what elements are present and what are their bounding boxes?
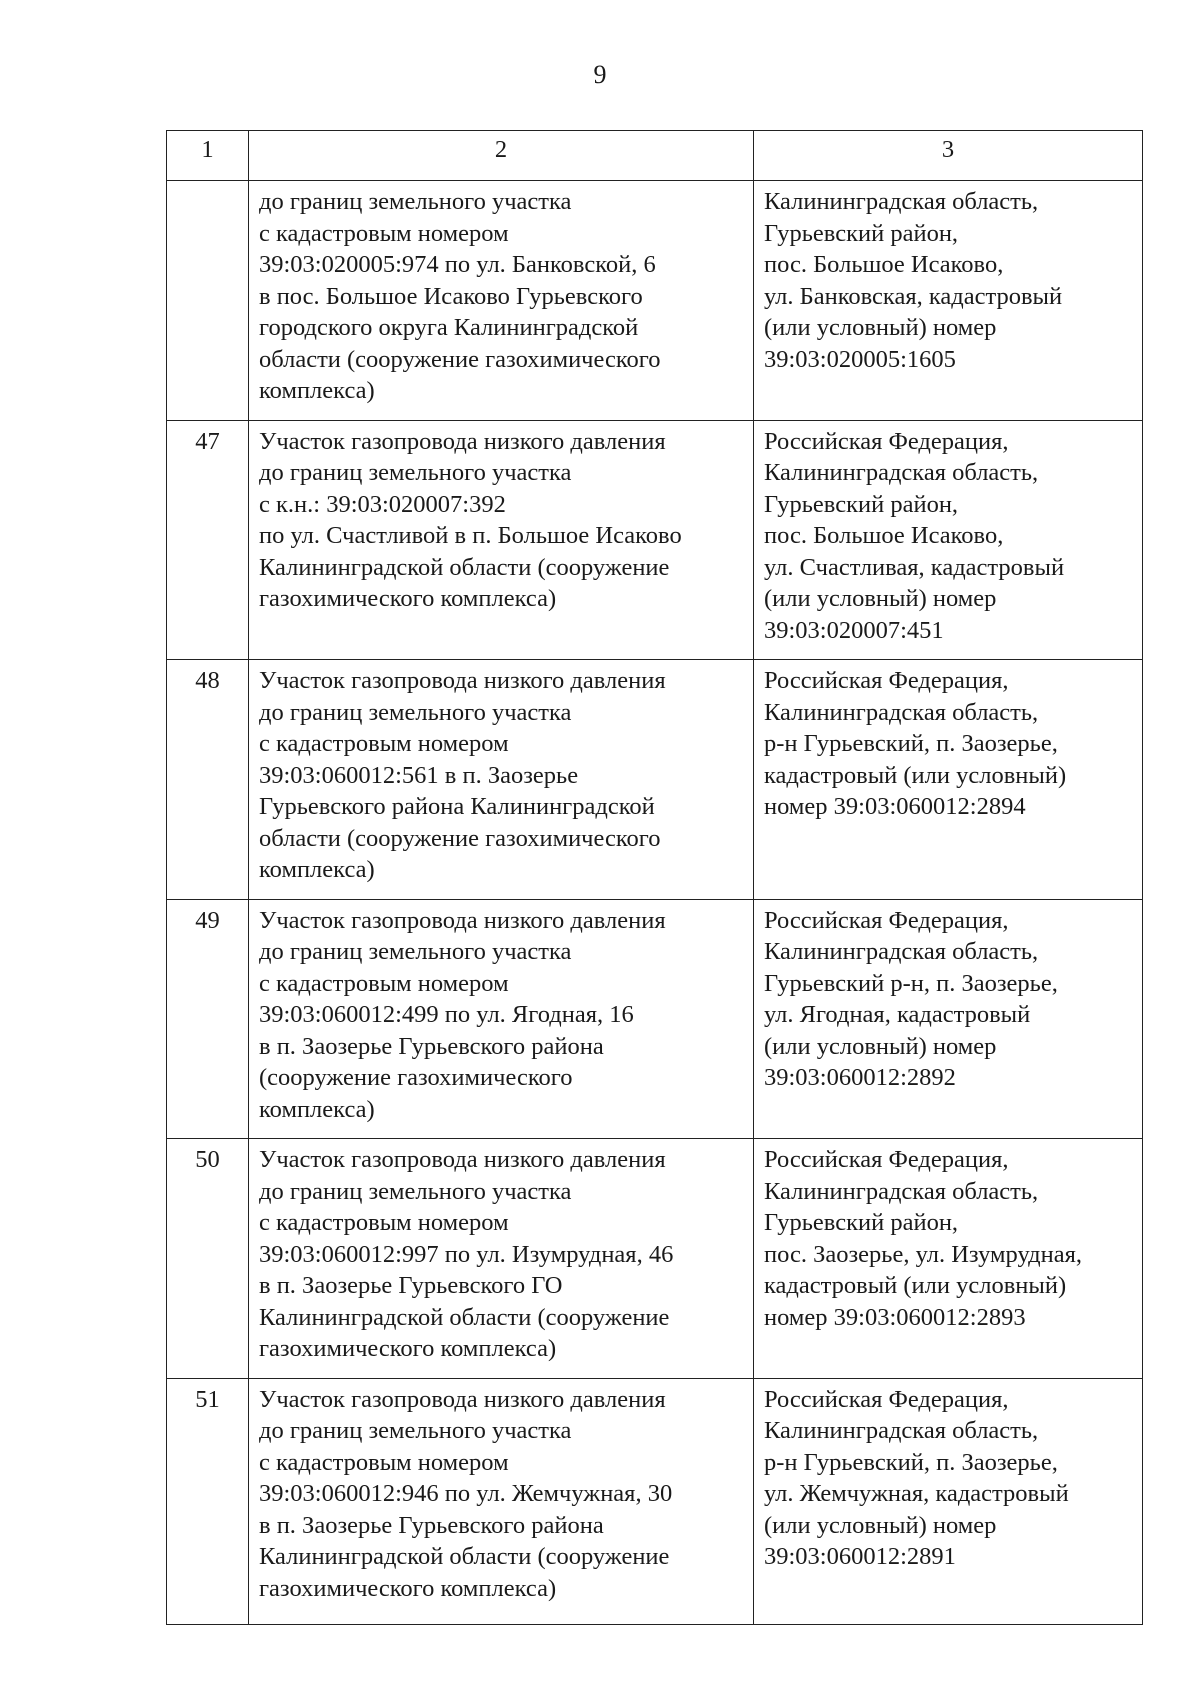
table-row [167,420,1143,660]
table-body [167,181,1143,1625]
table-header [167,131,1143,181]
table-row [167,1139,1143,1379]
object-description-cell: Участок газопровода низкого давления до границ земельного участка с к.н.: 39:03:020007:392 по ул. Счастливой в п. Большое Исаково Калининградской области (сооружение газохимического комплекса) [249,420,754,660]
object-address-cell: Российская Федерация, Калининградская область, Гурьевский район, пос. Большое Исаково, ул. Счастливая, кадастровый (или условный) номер 39:03:020007:451 [754,420,1143,660]
object-description-cell: Участок газопровода низкого давления до границ земельного участка с кадастровым номером 39:03:060012:997 по ул. Изумрудная, 46 в п. Заозерье Гурьевского ГО Калининградской области (сооружение газохимического комплекса) [249,1139,754,1379]
object-address-cell: Российская Федерация, Калининградская область, р-н Гурьевский, п. Заозерье, кадастровый (или условный) номер 39:03:060012:2894 [754,660,1143,900]
table-row [167,660,1143,900]
table-row [167,1378,1143,1624]
registry-table [166,130,1143,1625]
row-number-cell: 51 [167,1378,249,1624]
header-column-2: 2 [249,131,754,181]
row-number-cell: 48 [167,660,249,900]
header-column-1: 1 [167,131,249,181]
object-description-cell: Участок газопровода низкого давления до границ земельного участка с кадастровым номером 39:03:060012:561 в п. Заозерье Гурьевского района Калининградской области (сооружение газохимического комплекса) [249,660,754,900]
object-address-cell: Калининградская область, Гурьевский район, пос. Большое Исаково, ул. Банковская, кадастровый (или условный) номер 39:03:020005:1605 [754,181,1143,421]
object-address-cell: Российская Федерация, Калининградская область, р-н Гурьевский, п. Заозерье, ул. Жемчужная, кадастровый (или условный) номер 39:03:060012:2891 [754,1378,1143,1624]
row-number-cell [167,181,249,421]
object-description-cell: до границ земельного участка с кадастровым номером 39:03:020005:974 по ул. Банковской, 6 в пос. Большое Исаково Гурьевского городского округа Калининградской области (сооружение газохимического комплекса) [249,181,754,421]
table-row [167,899,1143,1139]
table-row [167,181,1143,421]
header-column-3: 3 [754,131,1143,181]
object-address-cell: Российская Федерация, Калининградская область, Гурьевский район, пос. Заозерье, ул. Изумрудная, кадастровый (или условный) номер 39:03:060012:2893 [754,1139,1143,1379]
page-number: 9 [593,60,607,89]
header-row [167,131,1143,181]
row-number-cell: 47 [167,420,249,660]
object-description-cell: Участок газопровода низкого давления до границ земельного участка с кадастровым номером 39:03:060012:499 по ул. Ягодная, 16 в п. Заозерье Гурьевского района (сооружение газохимического комплекса) [249,899,754,1139]
row-number-cell: 50 [167,1139,249,1379]
object-description-cell: Участок газопровода низкого давления до границ земельного участка с кадастровым номером 39:03:060012:946 по ул. Жемчужная, 30 в п. Заозерье Гурьевского района Калининградской области (сооружение газохимического комплекса) [249,1378,754,1624]
object-address-cell: Российская Федерация, Калининградская область, Гурьевский р-н, п. Заозерье, ул. Ягодная, кадастровый (или условный) номер 39:03:060012:2892 [754,899,1143,1139]
row-number-cell: 49 [167,899,249,1139]
